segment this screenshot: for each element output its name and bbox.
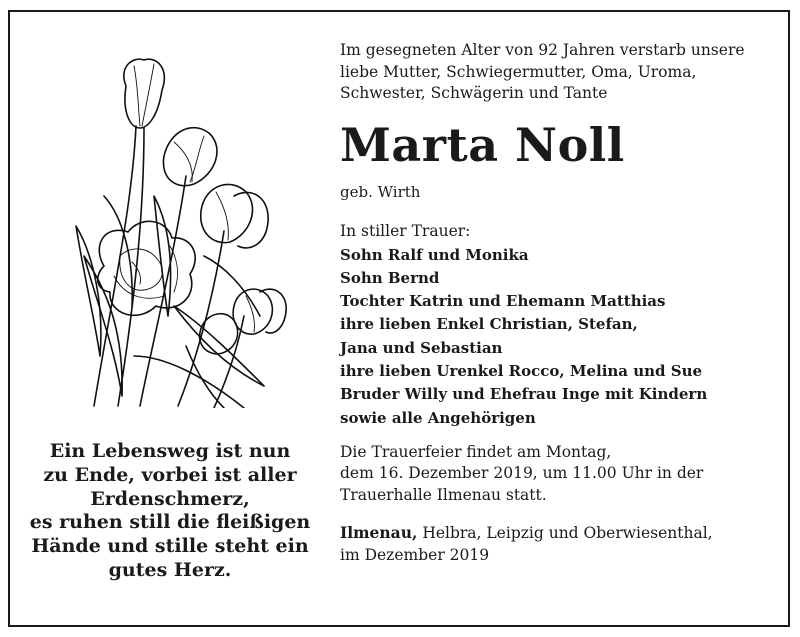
poem-line: es ruhen still die fleißigen (29, 511, 311, 534)
place-bold: Ilmenau, (340, 523, 418, 543)
service-line: Die Trauerfeier findet am Montag, (340, 442, 612, 461)
service-line: dem 16. Dezember 2019, um 11.00 Uhr in der (340, 464, 704, 483)
tulip-bouquet-icon (74, 56, 290, 408)
mourner-line: ihre lieben Urenkel Rocco, Melina und Sue (340, 361, 703, 380)
mourning-title: In stiller Trauer: (340, 221, 471, 240)
intro-line: liebe Mutter, Schwiegermutter, Oma, Uroma, (340, 62, 697, 81)
poem-line: Hände und stille steht ein (31, 535, 309, 558)
intro-line: Schwester, Schwägerin und Tante (340, 84, 608, 102)
mourner-line: Sohn Ralf und Monika (340, 245, 529, 264)
mourner-line: Tochter Katrin und Ehemann Matthias (340, 292, 666, 311)
poem-line: zu Ende, vorbei ist aller (43, 463, 297, 486)
place-line (340, 522, 780, 545)
place-rest: Helbra, Leipzig und Oberwiesenthal, (417, 524, 713, 543)
intro-line: Im gesegneten Alter von 92 Jahren verstarb unsere (340, 41, 745, 59)
mourner-line: Bruder Willy und Ehefrau Inge mit Kindern (340, 385, 708, 404)
mourners-list (340, 244, 780, 430)
poem-line: Ein Lebensweg ist nun (49, 440, 291, 462)
poem-line: Erdenschmerz, (90, 487, 250, 510)
service-line: Trauerhalle Ilmenau statt. (340, 485, 547, 504)
mourner-line: sowie alle Angehörigen (340, 408, 536, 427)
poem (20, 440, 320, 583)
service-info (340, 442, 780, 507)
intro (340, 40, 780, 105)
date-line: im Dezember 2019 (340, 545, 490, 564)
place-date (340, 522, 780, 566)
mourner-line: Jana und Sebastian (340, 338, 503, 357)
mourner-line: ihre lieben Enkel Christian, Stefan, (340, 315, 638, 334)
poem-line: gutes Herz. (108, 558, 232, 581)
deceased-name: Marta Noll (340, 117, 625, 172)
birth-name: geb. Wirth (340, 182, 421, 201)
notice-text (340, 40, 780, 566)
mourner-line: Sohn Bernd (340, 268, 440, 287)
